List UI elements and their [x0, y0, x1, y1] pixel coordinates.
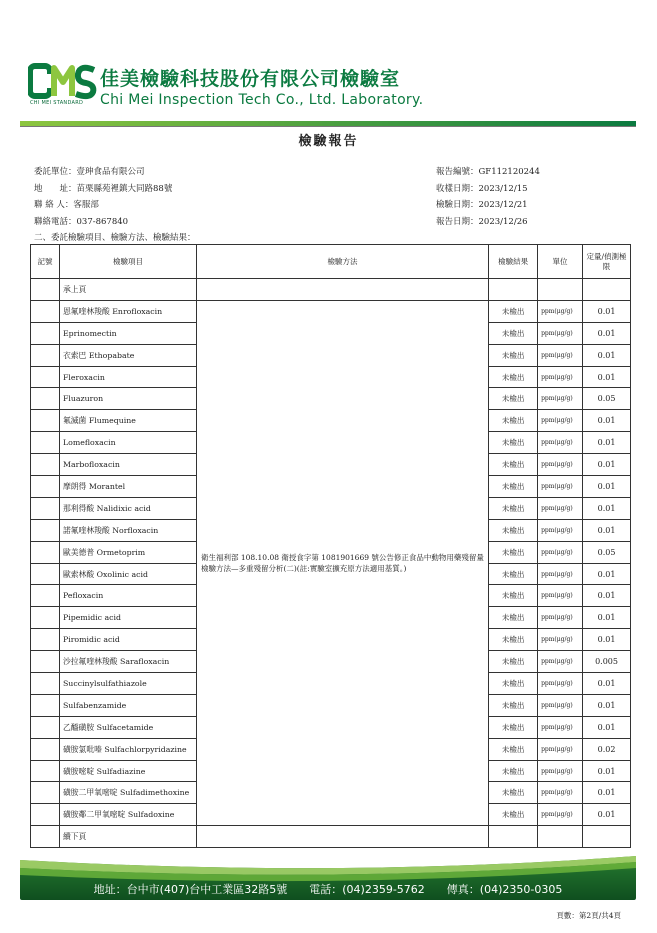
meta-value: 苗栗縣苑裡鎮大同路88號 [76, 183, 173, 194]
test-unit: ppm(μg/g) [538, 366, 583, 388]
test-item-name: 磺胺鄰二甲氧嘧啶 Sulfadoxine [59, 804, 196, 826]
test-item-name: 恩氟喹林羧酸 Enrofloxacin [59, 300, 196, 322]
limit-cell-empty [583, 826, 631, 848]
test-item-name: Succinylsulfathiazole [59, 673, 196, 695]
page-number: 頁數：第2頁/共4頁 [556, 911, 621, 920]
test-result: 未檢出 [489, 585, 538, 607]
table-header-row [31, 245, 631, 279]
note-cell [31, 760, 60, 782]
test-item-name: 氟滅菌 Flumequine [59, 410, 196, 432]
test-unit: ppm(μg/g) [538, 585, 583, 607]
test-unit: ppm(μg/g) [538, 497, 583, 519]
report-date-row [436, 214, 540, 231]
note-cell [31, 673, 60, 695]
test-limit: 0.01 [583, 629, 631, 651]
test-limit: 0.01 [583, 673, 631, 695]
note-cell [31, 432, 60, 454]
test-item-name: 磺胺二甲氧嘧啶 Sulfadimethoxine [59, 782, 196, 804]
test-item-name: 磺胺氯吡嗪 Sulfachlorpyridazine [59, 738, 196, 760]
client-unit-row [34, 164, 172, 181]
header-note: 記號 [31, 245, 60, 279]
note-cell [31, 585, 60, 607]
test-result: 未檢出 [489, 760, 538, 782]
test-limit: 0.01 [583, 782, 631, 804]
test-unit: ppm(μg/g) [538, 432, 583, 454]
test-unit: ppm(μg/g) [538, 322, 583, 344]
test-result: 未檢出 [489, 497, 538, 519]
test-limit: 0.01 [583, 585, 631, 607]
test-result: 未檢出 [489, 804, 538, 826]
test-unit: ppm(μg/g) [538, 300, 583, 322]
test-item-name: 衣索巴 Ethopabate [59, 344, 196, 366]
method-cell-empty [196, 279, 488, 301]
test-item-name: 摩朗得 Morantel [59, 476, 196, 498]
test-limit: 0.01 [583, 432, 631, 454]
test-limit: 0.01 [583, 716, 631, 738]
continued-to-row [31, 826, 631, 848]
note-cell [31, 607, 60, 629]
test-item-name: 那利得酸 Nalidixic acid [59, 497, 196, 519]
result-cell-empty [489, 826, 538, 848]
note-cell [31, 826, 60, 848]
report-info [436, 164, 540, 230]
test-item-name: 歐索林酸 Oxolinic acid [59, 563, 196, 585]
header-limit: 定量/偵測極限 [583, 245, 631, 279]
test-result: 未檢出 [489, 432, 538, 454]
note-cell [31, 300, 60, 322]
table-row [31, 300, 631, 322]
test-item-name: Fleroxacin [59, 366, 196, 388]
client-phone-row [34, 214, 172, 231]
test-item-name: 諾氟喹林羧酸 Norfloxacin [59, 519, 196, 541]
meta-value: 2023/12/15 [478, 183, 528, 194]
test-limit: 0.01 [583, 497, 631, 519]
test-date-row [436, 197, 540, 214]
header-item: 檢驗項目 [59, 245, 196, 279]
footer-contact: 地址：台中市(407)台中工業區32路5號 電話：(04)2359-5762 傳真：(04)2350-0305 [93, 883, 563, 896]
test-result: 未檢出 [489, 300, 538, 322]
company-name-chinese: 佳美檢驗科技股份有限公司檢驗室 [100, 68, 401, 90]
test-result: 未檢出 [489, 322, 538, 344]
test-result: 未檢出 [489, 782, 538, 804]
test-result: 未檢出 [489, 366, 538, 388]
test-unit: ppm(μg/g) [538, 760, 583, 782]
result-cell-empty [489, 279, 538, 301]
test-unit: ppm(μg/g) [538, 454, 583, 476]
test-unit: ppm(μg/g) [538, 694, 583, 716]
meta-label: 收樣日期： [436, 183, 479, 194]
note-cell [31, 804, 60, 826]
test-unit: ppm(μg/g) [538, 673, 583, 695]
meta-label: 檢驗日期： [436, 200, 479, 210]
meta-value: GF112120244 [478, 167, 540, 177]
note-cell [31, 651, 60, 673]
test-result: 未檢出 [489, 388, 538, 410]
test-unit: ppm(μg/g) [538, 410, 583, 432]
note-cell [31, 476, 60, 498]
test-unit: ppm(μg/g) [538, 476, 583, 498]
test-result: 未檢出 [489, 629, 538, 651]
test-item-name: Pipemidic acid [59, 607, 196, 629]
report-number-row [436, 164, 540, 181]
test-result: 未檢出 [489, 344, 538, 366]
header-result: 檢驗結果 [489, 245, 538, 279]
test-unit: ppm(μg/g) [538, 607, 583, 629]
meta-label: 報告日期： [436, 216, 479, 227]
note-cell [31, 366, 60, 388]
meta-label: 聯絡電話： [34, 216, 77, 227]
test-result: 未檢出 [489, 454, 538, 476]
test-result: 未檢出 [489, 476, 538, 498]
note-cell [31, 344, 60, 366]
test-limit: 0.01 [583, 344, 631, 366]
footer-banner [20, 848, 636, 900]
test-unit: ppm(μg/g) [538, 344, 583, 366]
continued-from-label: 承上頁 [59, 279, 196, 301]
test-unit: ppm(μg/g) [538, 388, 583, 410]
test-item-name: Lomefloxacin [59, 432, 196, 454]
method-cell-empty [196, 826, 488, 848]
test-result: 未檢出 [489, 541, 538, 563]
note-cell [31, 279, 60, 301]
test-result: 未檢出 [489, 738, 538, 760]
test-unit: ppm(μg/g) [538, 519, 583, 541]
test-limit: 0.05 [583, 541, 631, 563]
section-heading: 二、委託檢驗項目、檢驗方法、檢驗結果： [34, 233, 196, 243]
test-result: 未檢出 [489, 694, 538, 716]
note-cell [31, 410, 60, 432]
header-method: 檢驗方法 [196, 245, 488, 279]
test-limit: 0.01 [583, 607, 631, 629]
test-result: 未檢出 [489, 607, 538, 629]
client-contact-row [34, 197, 172, 214]
test-result: 未檢出 [489, 410, 538, 432]
test-result: 未檢出 [489, 716, 538, 738]
meta-label: 委託單位： [34, 167, 77, 177]
limit-cell-empty [583, 279, 631, 301]
meta-label: 地 址： [34, 183, 77, 194]
test-limit: 0.01 [583, 760, 631, 782]
note-cell [31, 541, 60, 563]
unit-cell-empty [538, 279, 583, 301]
test-item-name: 歐美德普 Ormetoprim [59, 541, 196, 563]
test-item-name: 磺胺嘧啶 Sulfadiazine [59, 760, 196, 782]
results-table [30, 244, 631, 848]
test-limit: 0.01 [583, 519, 631, 541]
test-limit: 0.02 [583, 738, 631, 760]
header-unit: 單位 [538, 245, 583, 279]
client-info [34, 164, 172, 230]
client-address-row [34, 181, 172, 198]
note-cell [31, 694, 60, 716]
letterhead [28, 62, 628, 118]
meta-value: 2023/12/21 [478, 200, 528, 210]
test-unit: ppm(μg/g) [538, 782, 583, 804]
note-cell [31, 782, 60, 804]
test-unit: ppm(μg/g) [538, 738, 583, 760]
continued-from-row [31, 279, 631, 301]
note-cell [31, 629, 60, 651]
test-method: 衛生福利部 108.10.08 衛授食字第 1081901669 號公告修正食品中動物用藥殘留量檢驗方法—多重殘留分析(二)(註:實驗室擴充原方法適用基質。) [196, 300, 488, 825]
test-unit: ppm(μg/g) [538, 563, 583, 585]
test-item-name: Eprinomectin [59, 322, 196, 344]
test-limit: 0.01 [583, 476, 631, 498]
test-result: 未檢出 [489, 651, 538, 673]
test-item-name: Sulfabenzamide [59, 694, 196, 716]
report-title: 檢驗報告 [298, 134, 359, 149]
company-name-english: Chi Mei Inspection Tech Co., Ltd. Laboratory. [100, 92, 424, 108]
test-result: 未檢出 [489, 563, 538, 585]
test-limit: 0.01 [583, 410, 631, 432]
note-cell [31, 563, 60, 585]
unit-cell-empty [538, 826, 583, 848]
note-cell [31, 519, 60, 541]
test-limit: 0.01 [583, 804, 631, 826]
note-cell [31, 738, 60, 760]
test-item-name: Piromidic acid [59, 629, 196, 651]
test-limit: 0.01 [583, 366, 631, 388]
note-cell [31, 388, 60, 410]
test-result: 未檢出 [489, 673, 538, 695]
meta-value: 2023/12/26 [478, 216, 528, 227]
meta-label: 報告編號： [436, 167, 479, 177]
test-limit: 0.01 [583, 563, 631, 585]
test-unit: ppm(μg/g) [538, 651, 583, 673]
test-limit: 0.05 [583, 388, 631, 410]
test-unit: ppm(μg/g) [538, 629, 583, 651]
note-cell [31, 497, 60, 519]
test-unit: ppm(μg/g) [538, 541, 583, 563]
test-unit: ppm(μg/g) [538, 716, 583, 738]
test-limit: 0.01 [583, 694, 631, 716]
note-cell [31, 454, 60, 476]
meta-value: 客服部 [73, 200, 99, 210]
header-divider-line [20, 126, 636, 127]
test-item-name: Marbofloxacin [59, 454, 196, 476]
test-limit: 0.005 [583, 651, 631, 673]
receive-date-row [436, 181, 540, 198]
note-cell [31, 716, 60, 738]
meta-value: 壹珅食品有限公司 [76, 167, 145, 177]
test-result: 未檢出 [489, 519, 538, 541]
test-item-name: 乙醯磺胺 Sulfacetamide [59, 716, 196, 738]
test-item-name: Fluazuron [59, 388, 196, 410]
test-item-name: Pefloxacin [59, 585, 196, 607]
logo-subtitle: CHI MEI STANDARD [30, 100, 84, 106]
test-limit: 0.01 [583, 322, 631, 344]
test-limit: 0.01 [583, 300, 631, 322]
test-item-name: 沙拉氟喹林羧酸 Sarafloxacin [59, 651, 196, 673]
continued-to-label: 續下頁 [59, 826, 196, 848]
test-unit: ppm(μg/g) [538, 804, 583, 826]
note-cell [31, 322, 60, 344]
meta-value: 037-867840 [76, 216, 129, 227]
test-limit: 0.01 [583, 454, 631, 476]
meta-label: 聯 絡 人： [34, 200, 74, 210]
